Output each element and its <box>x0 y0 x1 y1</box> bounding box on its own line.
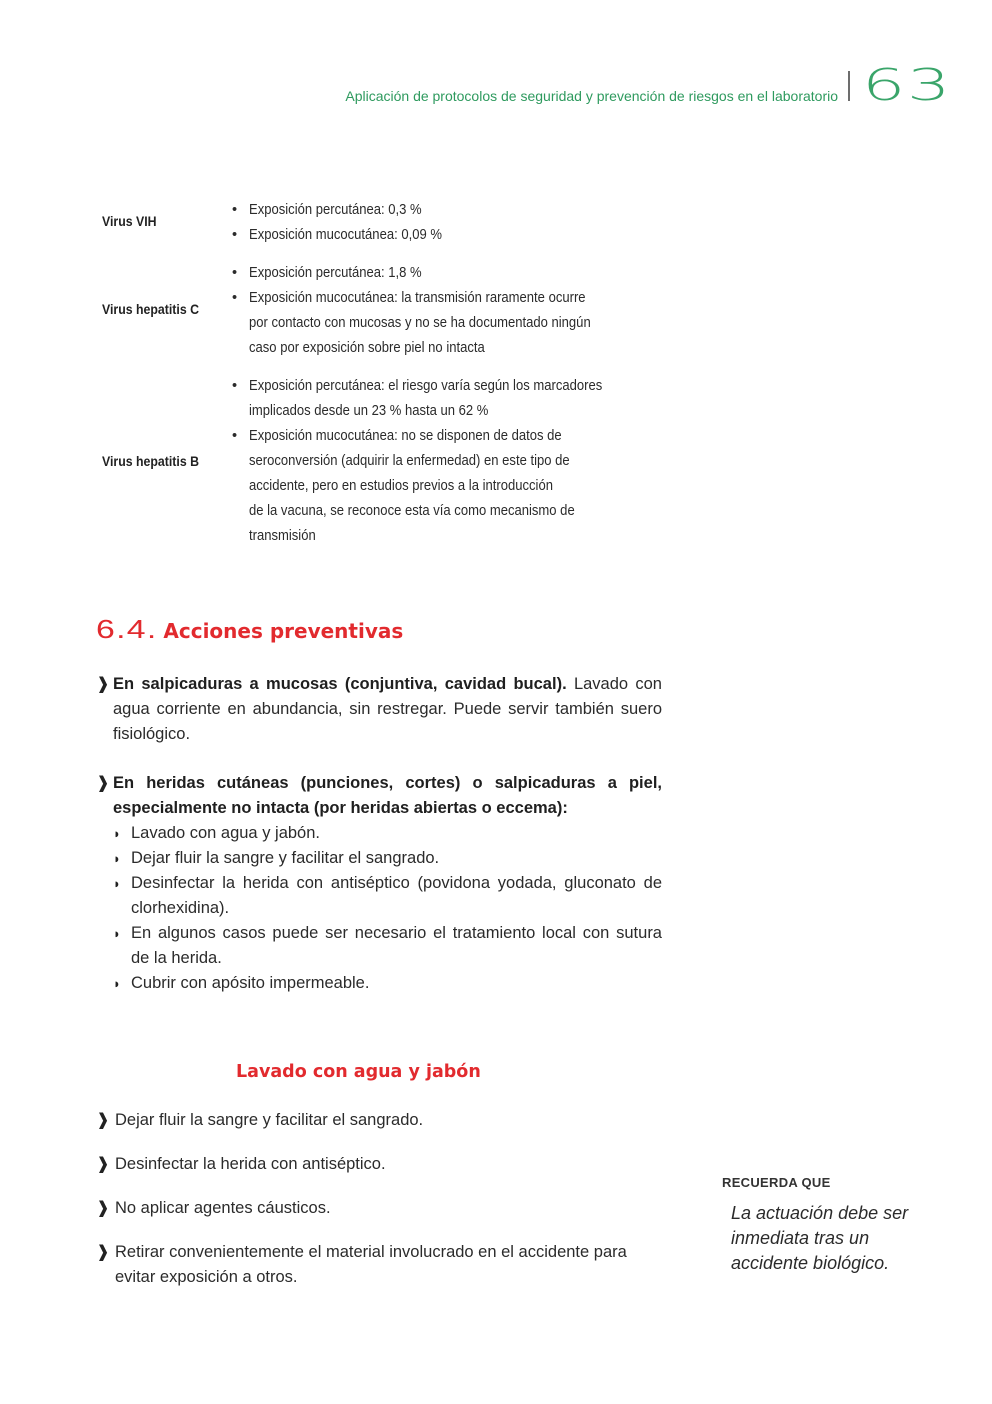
triangle-bullet-icon: ◗ <box>113 926 121 941</box>
risk-row-hepatitis-b <box>102 374 662 552</box>
list-item: ❱ Dejar fluir la sangre y facilitar el sangrado. <box>96 1108 656 1133</box>
list-item: ◗ Lavado con agua y jabón. <box>113 821 662 846</box>
risk-list <box>232 261 662 361</box>
risk-item: • Exposición percutánea: el riesgo varía según los marcadores implicados desde un 23 % hasta un 62 % <box>232 378 603 419</box>
list-item: ◗ Desinfectar la herida con antiséptico (povidona yodada, gluconato de clorhexidina). <box>113 871 662 921</box>
running-header: Aplicación de protocolos de seguridad y prevención de riesgos en el laboratorio <box>345 88 838 104</box>
section-heading <box>96 614 403 645</box>
page-number: 63 <box>862 60 952 111</box>
list-item: ❱ No aplicar agentes cáusticos. <box>96 1196 656 1221</box>
risk-label: Virus hepatitis B <box>102 453 199 469</box>
risk-item: • Exposición mucocutánea: la transmisión raramente ocurre por contacto con mucosas y no se ha documentado ningún caso por exposición sobre piel no intacta <box>232 290 591 356</box>
risk-item: • Exposición mucocutánea: 0,09 % <box>232 227 442 243</box>
risk-row-vih <box>102 198 662 250</box>
arrow-bullet-icon: ❱ <box>96 1243 110 1261</box>
subsection-title: Lavado con agua y jabón <box>236 1062 481 1082</box>
arrow-bullet-icon: ❱ <box>96 1111 110 1129</box>
remember-text: La actuación debe ser inmediata tras un accidente biológico. <box>731 1203 909 1273</box>
triangle-bullet-icon: ◗ <box>113 976 121 991</box>
triangle-bullet-icon: ◗ <box>113 876 121 891</box>
risk-item: • Exposición mucocutánea: no se disponen de datos de seroconversión (adquirir la enfermedad) en este tipo de accidente, pero en estudios previos a la introducción de la vacuna, se reconoce esta vía como mecanismo de transmisión <box>232 428 575 544</box>
arrow-bullet-icon: ❱ <box>96 1155 110 1173</box>
list-item: ❱ Retirar convenientemente el material involucrado en el accidente para evitar exposición a otros. <box>96 1240 656 1290</box>
arrow-bullet-icon: ❱ <box>96 1199 110 1217</box>
arrow-bullet-icon: ❱ <box>96 774 110 792</box>
list-item: ❱ Desinfectar la herida con antiséptico. <box>96 1152 656 1177</box>
wounds-steps-list <box>96 821 662 996</box>
triangle-bullet-icon: ◗ <box>113 851 121 866</box>
triangle-bullet-icon: ◗ <box>113 826 121 841</box>
remember-title: RECUERDA QUE <box>722 1175 831 1190</box>
list-item: ◗ En algunos casos puede ser necesario el tratamiento local con sutura de la herida. <box>113 921 662 971</box>
wounds-paragraph: ❱ En heridas cutáneas (punciones, cortes) o salpicaduras a piel, especialmente no intacta (por heridas abiertas o eccema): ◗ Lavado con agua y jabón. ◗ Dejar fluir la sangre y facilitar el sangrado. ◗ Desinfectar la herida con antiséptico (povidona yodada, gluconato de clorhexidina). ◗ En algunos casos puede ser necesario el tratamiento local con sutura de la herida. ◗ Cubrir con apósito impermeable. <box>96 771 662 996</box>
risk-label: Virus hepatitis C <box>102 301 199 317</box>
risk-label: Virus VIH <box>102 213 157 229</box>
risk-list <box>232 198 662 248</box>
risk-list <box>232 374 662 549</box>
risk-row-hepatitis-c <box>102 261 662 363</box>
arrow-bullet-icon: ❱ <box>96 675 110 693</box>
mucosa-paragraph: ❱ En salpicaduras a mucosas (conjuntiva, cavidad bucal). Lavado con agua corriente en abundancia, sin restregar. Puede servir también suero fisiológico. <box>96 672 662 747</box>
risk-item: • Exposición percutánea: 0,3 % <box>232 202 422 218</box>
section-number: 6.4. <box>96 614 158 644</box>
risk-item: • Exposición percutánea: 1,8 % <box>232 265 422 281</box>
list-item: ◗ Dejar fluir la sangre y facilitar el sangrado. <box>113 846 662 871</box>
section-title: Acciones preventivas <box>163 619 404 643</box>
list-item: ◗ Cubrir con apósito impermeable. <box>113 971 662 996</box>
header-divider <box>848 71 850 101</box>
